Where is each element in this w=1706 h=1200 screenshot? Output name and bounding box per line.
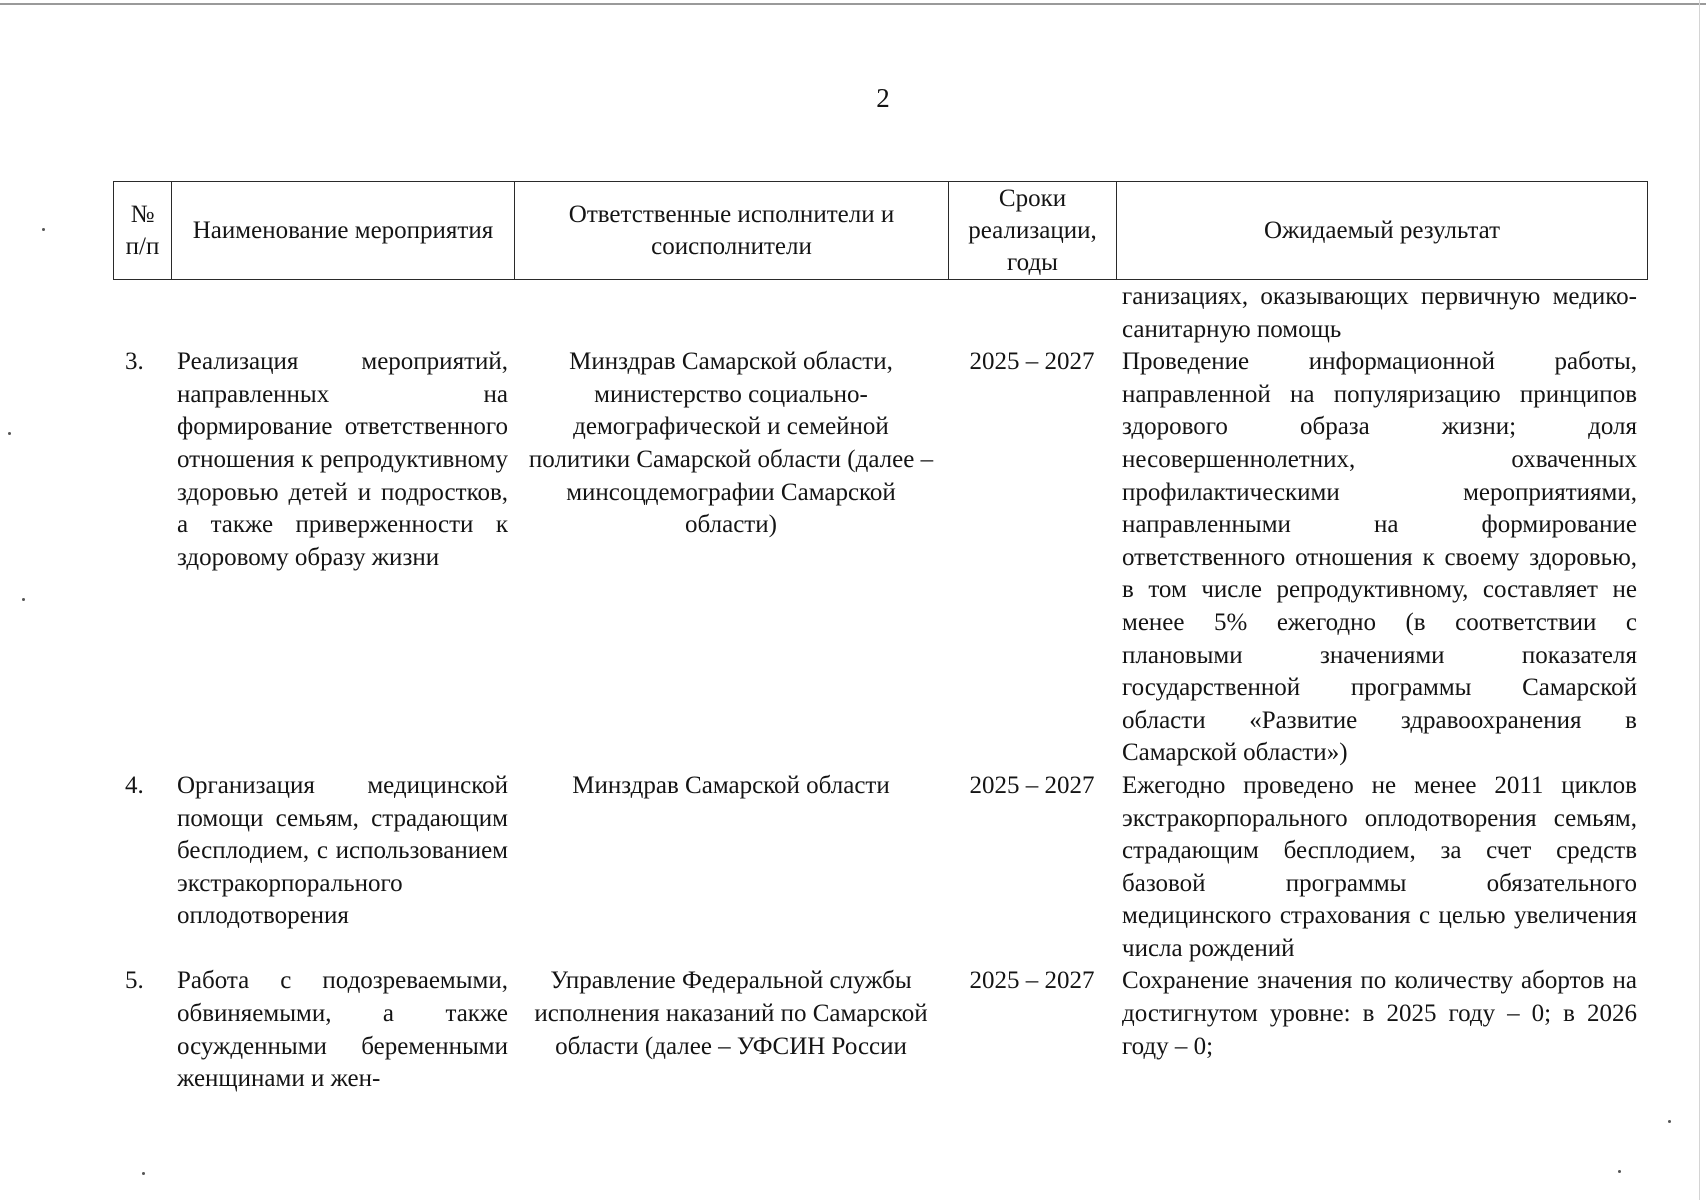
scan-speck	[142, 1172, 145, 1175]
row-executors: Минздрав Самарской области, министерство социально-демографической и семейной политики Самарской области (далее – минсоцдемографии Самарской области)	[528, 348, 934, 539]
table-row	[113, 965, 1647, 1095]
table-body	[113, 281, 1647, 1096]
scan-speck	[1668, 1120, 1671, 1123]
column-header-name: Наименование мероприятия	[172, 182, 515, 280]
column-header-result: Ожидаемый результат	[1117, 182, 1648, 280]
row-expected-result: Проведение информационной работы, направленной на популяризацию принципов здорового образа жизни; доля несовершеннолетних, охваченных профилактическими мероприятиями, направленными на формирование ответственного отношения к своему здоровью, в том числе репродуктивному, составляет не менее 5% ежегодно (в соответствии с плановыми значениями показателя государственной программы Самарской области «Развитие здравоохранения в Самарской области»)	[1122, 348, 1637, 767]
row-expected-result: Сохранение значения по количеству абортов на достигнутом уровне: в 2025 году – 0; в 2026 году – 0;	[1122, 967, 1637, 1060]
table-row	[113, 346, 1647, 770]
row-terms: 2025 – 2027	[969, 348, 1095, 376]
scan-top-edge	[0, 3, 1706, 5]
column-header-terms: Сроки реализации, годы	[949, 182, 1117, 280]
table-row-carryover	[113, 281, 1647, 346]
row-number: 4.	[125, 771, 144, 799]
row-activity-name: Организация медицинской помощи семьям, страдающим бесплодием, с использованием экстракорпорального оплодотворения	[177, 771, 508, 930]
scan-speck	[22, 598, 25, 601]
scan-speck	[8, 432, 11, 435]
scan-right-edge	[1699, 0, 1700, 1200]
row-number: 5.	[125, 967, 144, 995]
row-terms: 2025 – 2027	[969, 967, 1095, 995]
table-header	[113, 181, 1648, 280]
column-header-number: № п/п	[114, 182, 172, 280]
row-activity-name: Работа с подозреваемыми, обвиняемыми, а также осужденными беременными женщинами и жен-	[177, 967, 508, 1093]
carryover-result-text: ганизациях, оказывающих первичную медико-санитарную помощь	[1122, 283, 1637, 343]
scan-speck	[42, 228, 45, 231]
column-header-executors: Ответственные исполнители и соисполнители	[515, 182, 949, 280]
page-number: 2	[876, 83, 890, 113]
scan-speck	[1618, 1170, 1621, 1173]
table-row	[113, 770, 1647, 966]
row-activity-name: Реализация мероприятий, направленных на формирование ответственного отношения к репродуктивному здоровью детей и подростков, а также приверженности к здоровому образу жизни	[177, 348, 508, 571]
row-expected-result: Ежегодно проведено не менее 2011 циклов экстракорпорального оплодотворения семьям, страдающим бесплодием, за счет средств базовой программы обязательного медицинского страхования с целью увеличения числа рождений	[1122, 771, 1637, 962]
row-executors: Минздрав Самарской области	[572, 771, 890, 799]
row-number: 3.	[125, 348, 144, 376]
row-executors: Управление Федеральной службы исполнения наказаний по Самарской области (далее – УФСИН России	[534, 967, 928, 1060]
row-terms: 2025 – 2027	[969, 771, 1095, 799]
